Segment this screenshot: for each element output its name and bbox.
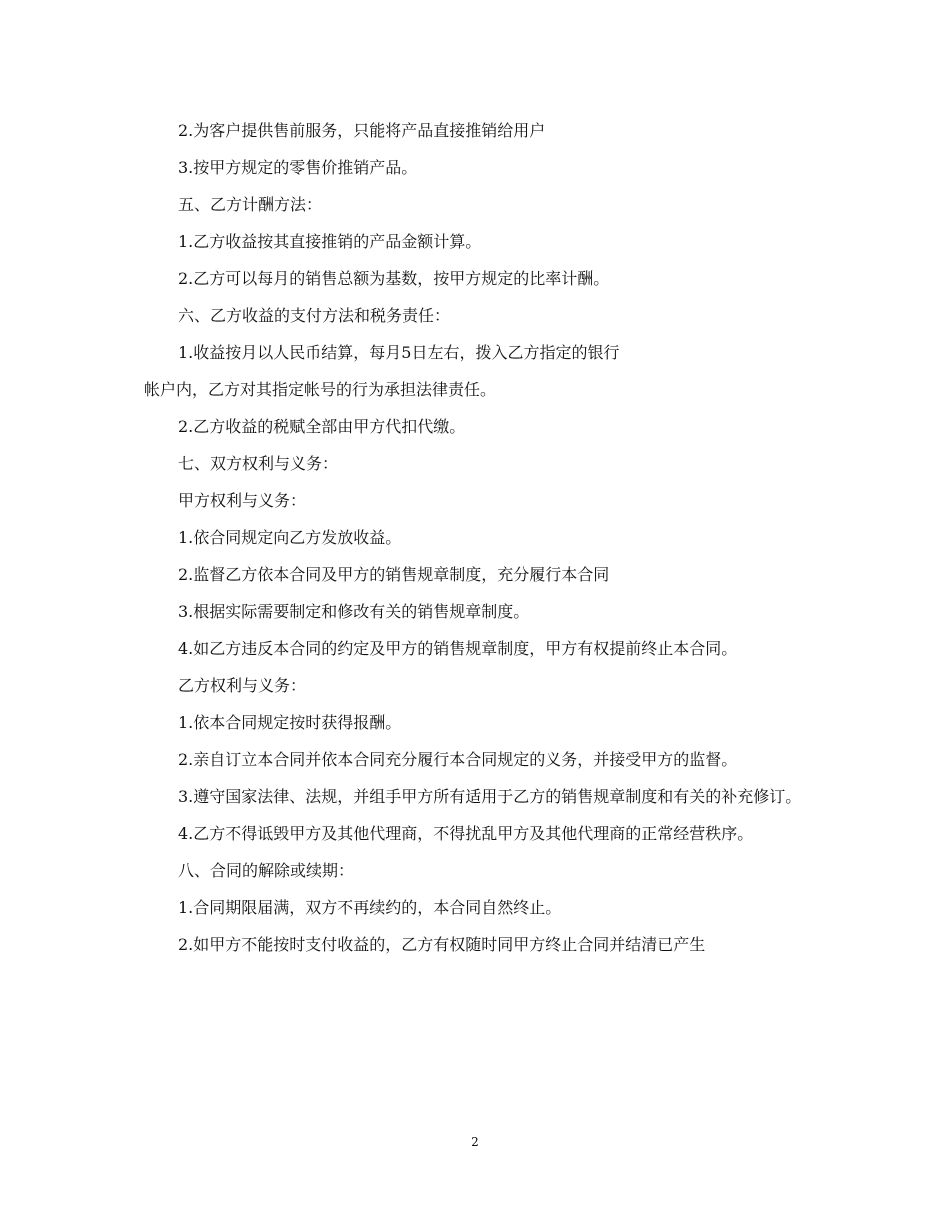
paragraph: 3.根据实际需要制定和修改有关的销售规章制度。: [178, 602, 530, 621]
paragraph: 2.乙方收益的税赋全部由甲方代扣代缴。: [178, 417, 466, 436]
paragraph: 1.依合同规定向乙方发放收益。: [178, 528, 402, 547]
paragraph: 2.监督乙方依本合同及甲方的销售规章制度，充分履行本合同: [178, 565, 610, 584]
section-heading: 六、乙方收益的支付方法和税务责任：: [178, 306, 451, 325]
paragraph: 帐户内，乙方对其指定帐号的行为承担法律责任。: [144, 380, 497, 399]
paragraph: 4.乙方不得诋毁甲方及其他代理商，不得扰乱甲方及其他代理商的正常经营秩序。: [178, 824, 754, 843]
document-body: [144, 112, 804, 963]
paragraph: 1.合同期限届满，双方不再续约的，本合同自然终止。: [178, 898, 562, 917]
paragraph: 1.依本合同规定按时获得报酬。: [178, 713, 402, 732]
subsection-heading: 乙方权利与义务：: [178, 676, 307, 695]
paragraph: 2.如甲方不能按时支付收益的，乙方有权随时同甲方终止合同并结清已产生: [178, 935, 706, 954]
paragraph: 1.收益按月以人民币结算，每月5日左右，拨入乙方指定的银行: [178, 343, 620, 362]
page-number: 2: [471, 1135, 479, 1149]
section-heading: 七、双方权利与义务：: [178, 454, 339, 473]
paragraph: 2.亲自订立本合同并依本合同充分履行本合同规定的义务，并接受甲方的监督。: [178, 750, 738, 769]
section-heading: 五、乙方计酬方法：: [178, 195, 323, 214]
paragraph: 3.按甲方规定的零售价推销产品。: [178, 158, 418, 177]
paragraph: 1.乙方收益按其直接推销的产品金额计算。: [178, 232, 482, 251]
paragraph: 3.遵守国家法律、法规，并组手甲方所有适用于乙方的销售规章制度和有关的补充修订。: [178, 787, 802, 806]
paragraph: 2.乙方可以每月的销售总额为基数，按甲方规定的比率计酬。: [178, 269, 610, 288]
section-heading: 八、合同的解除或续期：: [178, 861, 355, 880]
paragraph: 2.为客户提供售前服务，只能将产品直接推销给用户: [178, 121, 546, 140]
subsection-heading: 甲方权利与义务：: [178, 491, 307, 510]
paragraph: 4.如乙方违反本合同的约定及甲方的销售规章制度，甲方有权提前终止本合同。: [178, 639, 738, 658]
